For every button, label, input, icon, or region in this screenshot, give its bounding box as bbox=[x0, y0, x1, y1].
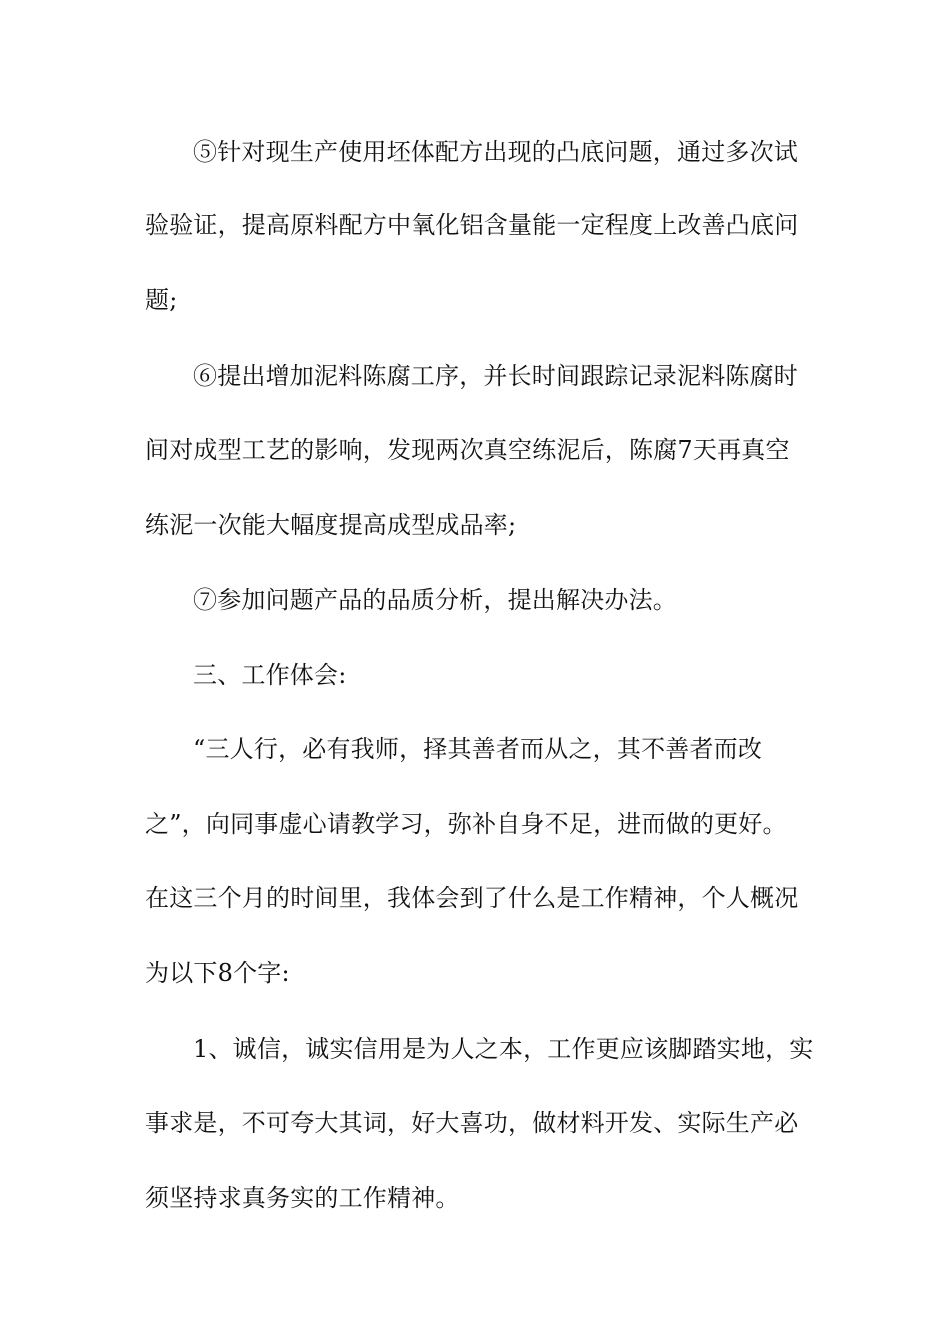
paragraph-line: 练泥一次能大幅度提高成型成品率; bbox=[145, 511, 517, 539]
section-heading: 三、工作体会: bbox=[193, 661, 347, 689]
paragraph-line: 须坚持求真务实的工作精神。 bbox=[145, 1184, 460, 1212]
paragraph-line: ⑦参加问题产品的品质分析，提出解决办法。 bbox=[193, 586, 677, 614]
paragraph-line: 之”，向同事虚心请教学习，弥补自身不足，进而做的更好。 bbox=[145, 810, 787, 838]
paragraph-line: 验验证，提高原料配方中氧化铝含量能一定程度上改善凸底问 bbox=[145, 211, 799, 239]
paragraph-line: 在这三个月的时间里，我体会到了什么是工作精神，个人概况 bbox=[145, 884, 799, 912]
paragraph-line: 题; bbox=[145, 286, 178, 314]
paragraph-line: ⑤针对现生产使用坯体配方出现的凸底问题，通过多次试 bbox=[193, 138, 798, 166]
paragraph-line: 为以下8个字: bbox=[145, 959, 290, 987]
paragraph-line: 间对成型工艺的影响，发现两次真空练泥后，陈腐7天再真空 bbox=[145, 436, 790, 464]
paragraph-line: “三人行，必有我师，择其善者而从之，其不善者而改 bbox=[193, 735, 763, 763]
paragraph-line: ⑥提出增加泥料陈腐工序，并长时间跟踪记录泥料陈腐时 bbox=[193, 362, 798, 390]
paragraph-line: 事求是，不可夸大其词，好大喜功，做材料开发、实际生产必 bbox=[145, 1109, 799, 1137]
paragraph-line: 1、诚信，诚实信用是为人之本，工作更应该脚踏实地，实 bbox=[193, 1035, 814, 1063]
